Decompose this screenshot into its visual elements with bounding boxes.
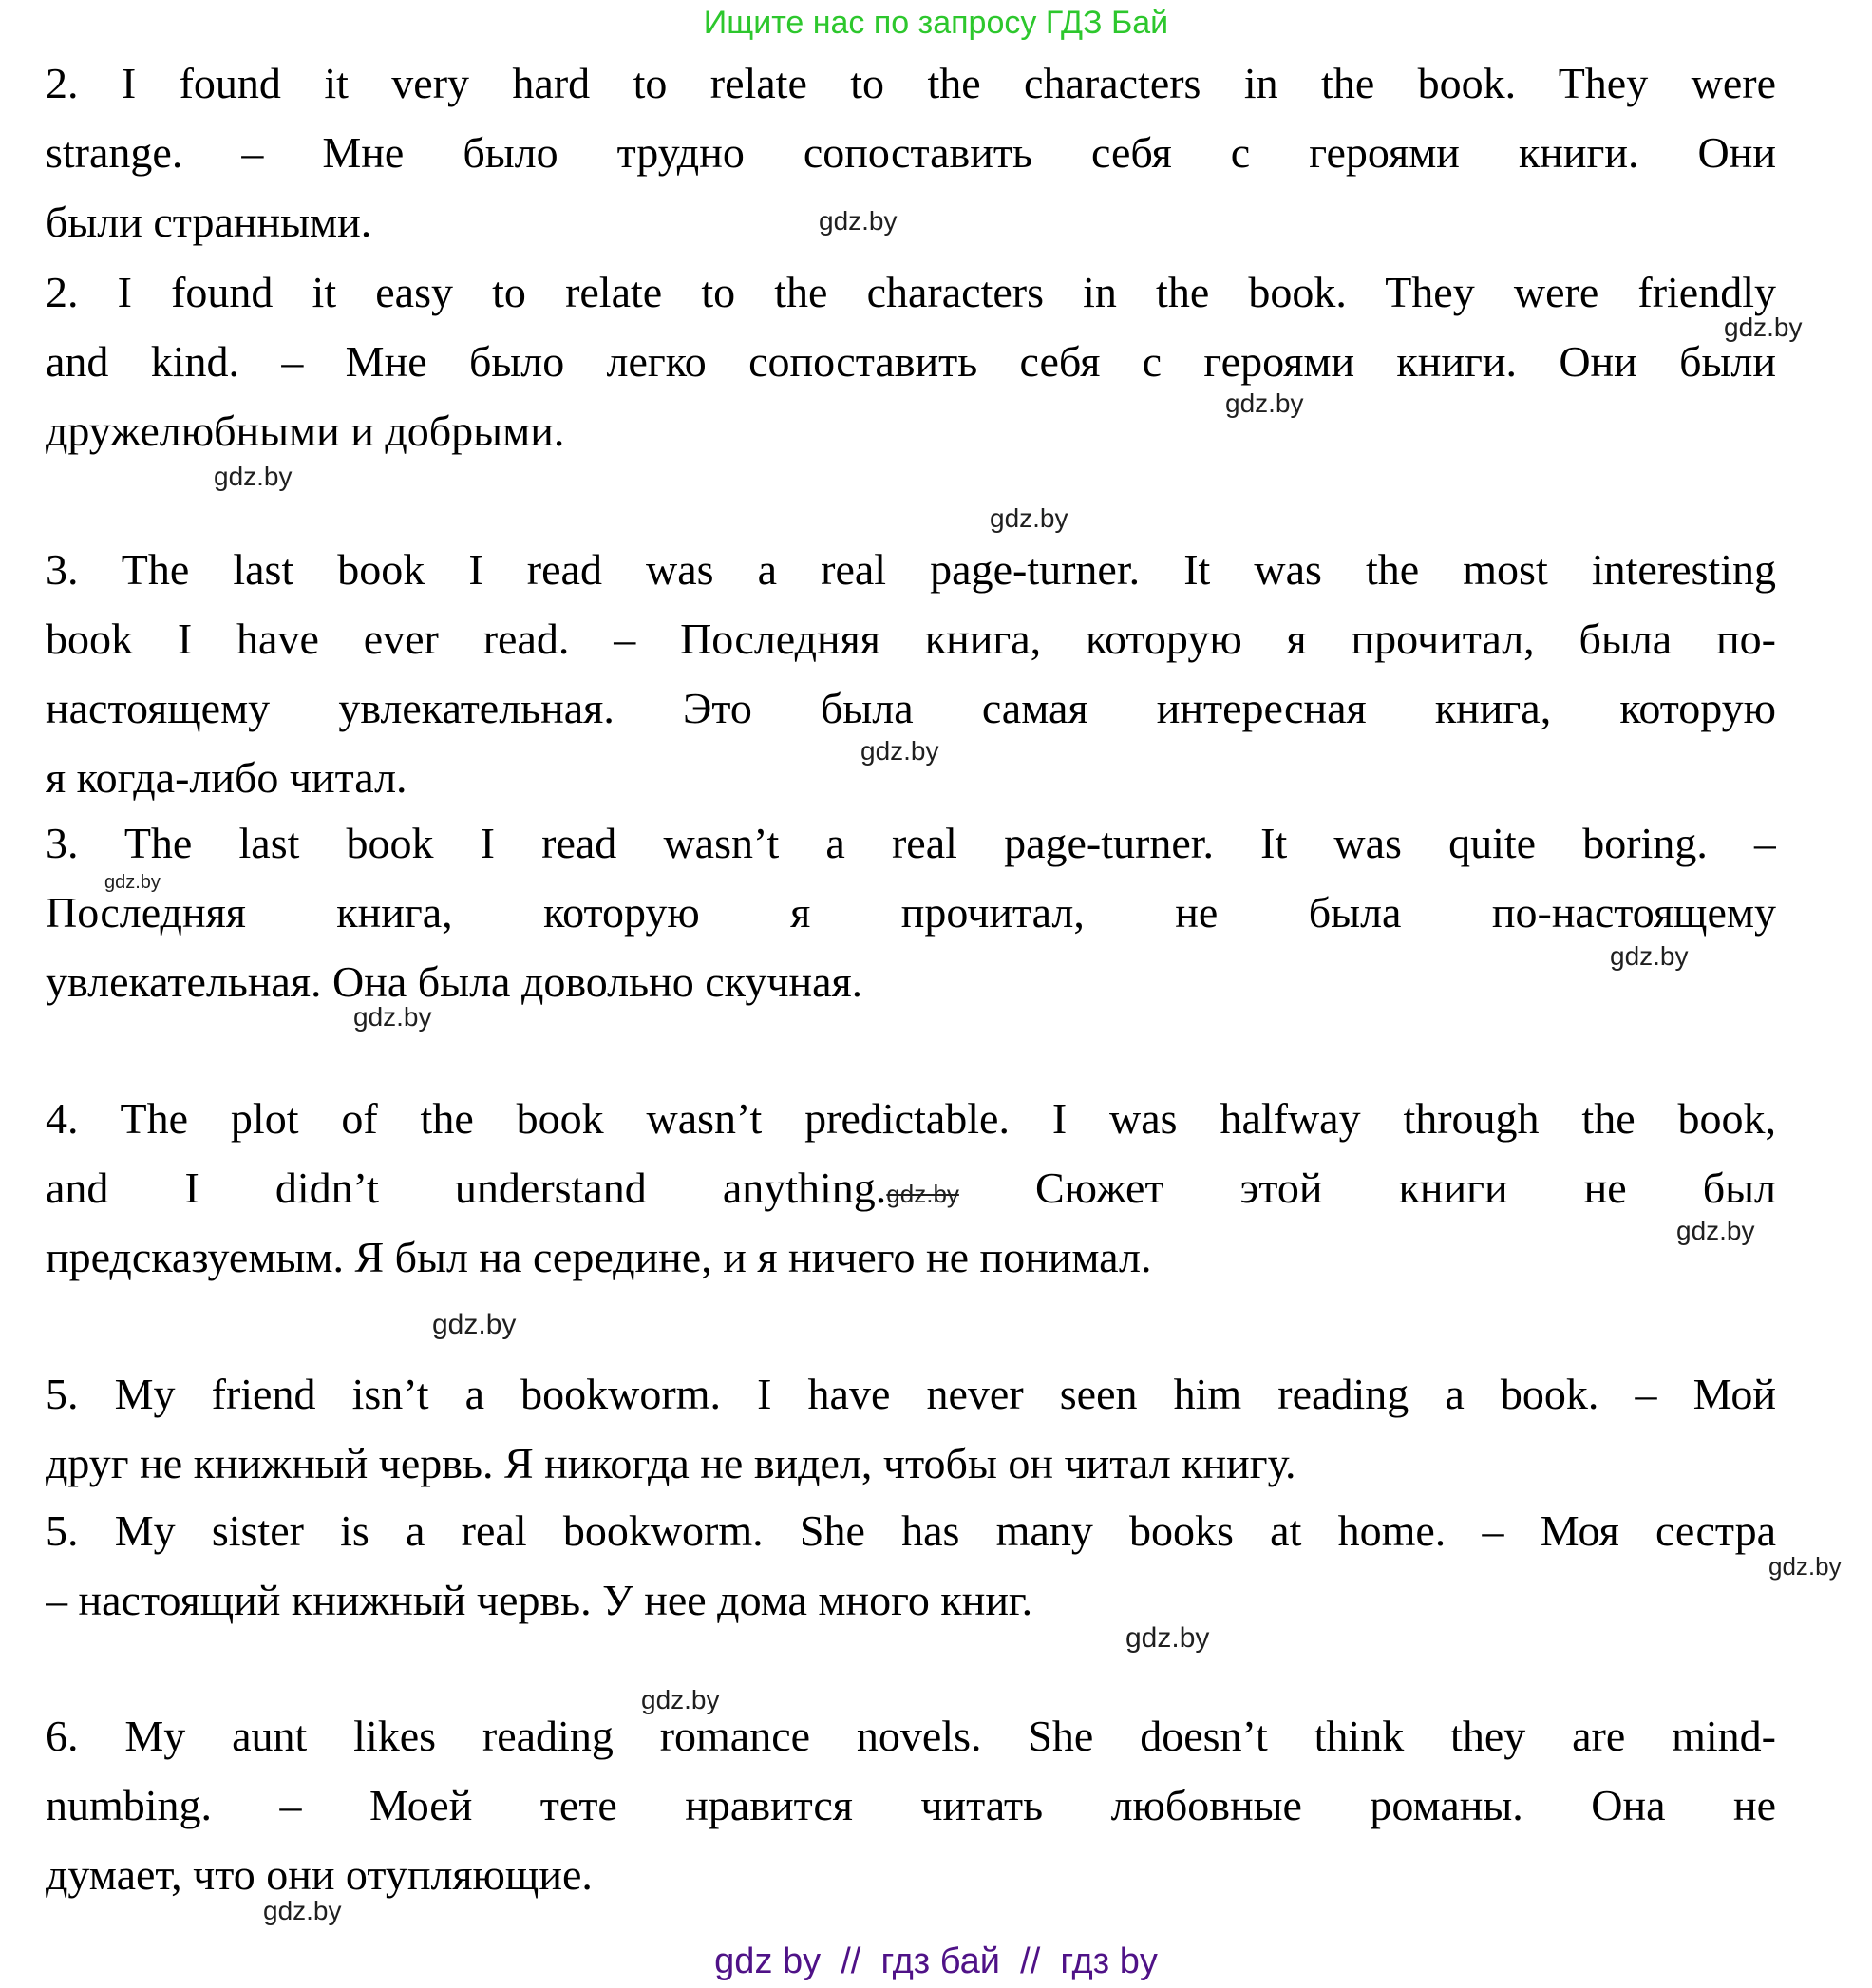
text-line: [46, 878, 1776, 947]
text-segment: настоящему увлекательная. Это была самая интересная книга, которую: [46, 684, 1776, 732]
text-segment: Сюжет этой книги не был: [958, 1164, 1776, 1212]
text-segment: 2. I found it easy to relate to the characters in the book. They were friendly: [46, 268, 1776, 316]
text-segment: 6. My aunt likes reading romance novels. She doesn’t think they are mind-: [46, 1712, 1776, 1760]
text-segment: and I didn’t understand anything.: [46, 1164, 887, 1212]
text-line: [46, 1222, 1776, 1292]
text-segment: я когда-либо читал.: [46, 753, 407, 802]
watermark: gdz.by: [641, 1685, 720, 1714]
watermark: gdz.by: [1125, 1622, 1210, 1654]
paragraph-2b: [46, 257, 1776, 465]
text-line: [46, 673, 1776, 743]
text-line: [46, 257, 1776, 327]
paragraph-3b: [46, 808, 1776, 1016]
watermark: gdz.by: [214, 462, 293, 491]
text-segment: были странными.: [46, 198, 372, 246]
text-line: [46, 187, 1776, 256]
text-line: [46, 604, 1776, 673]
text-segment: – настоящий книжный червь. У нее дома много книг.: [46, 1576, 1033, 1624]
paragraph-3a: [46, 535, 1776, 812]
watermark: gdz.by: [104, 872, 161, 893]
paragraph-5b: [46, 1496, 1776, 1635]
text-line: [46, 808, 1776, 878]
paragraph-2a: [46, 48, 1776, 256]
watermark: gdz.by: [1610, 941, 1689, 971]
text-line: [46, 535, 1776, 604]
watermark: gdz.by: [819, 206, 898, 236]
text-line: [46, 48, 1776, 118]
paragraph-4: [46, 1084, 1776, 1292]
text-line: [46, 118, 1776, 187]
text-segment: думает, что они отупляющие.: [46, 1850, 593, 1899]
text-line: [46, 1084, 1776, 1153]
text-segment: 3. The last book I read was a real page-turner. It was the most interesting: [46, 545, 1776, 594]
text-line: [46, 947, 1776, 1016]
text-line: [46, 1770, 1776, 1840]
text-line: [46, 396, 1776, 465]
inline-watermark: gdz.by: [886, 1180, 959, 1208]
text-segment: 4. The plot of the book wasn’t predictable. I was halfway through the book,: [46, 1094, 1776, 1143]
watermark: gdz.by: [860, 736, 939, 766]
text-line: [46, 327, 1776, 396]
watermark: gdz.by: [1724, 312, 1803, 342]
paragraph-6: [46, 1701, 1776, 1909]
text-line: [46, 1701, 1776, 1770]
watermark: gdz.by: [1768, 1552, 1842, 1581]
text-line: [46, 1153, 1776, 1222]
watermark: gdz.by: [432, 1309, 517, 1340]
text-line: [46, 1429, 1776, 1498]
footer-banner: gdz by // гдз бай // гдз by: [714, 1941, 1158, 1981]
text-line: [46, 1359, 1776, 1429]
text-segment: друг не книжный червь. Я никогда не видел, чтобы он читал книгу.: [46, 1439, 1296, 1487]
text-segment: предсказуемым. Я был на середине, и я ничего не понимал.: [46, 1233, 1152, 1281]
text-segment: book I have ever read. – Последняя книга, которую я прочитал, была по-: [46, 615, 1776, 663]
text-segment: Последняя книга, которую я прочитал, не была по-настоящему: [46, 888, 1776, 937]
text-segment: 2. I found it very hard to relate to the characters in the book. They were: [46, 59, 1776, 107]
text-segment: увлекательная. Она была довольно скучная.: [46, 957, 863, 1006]
text-segment: 5. My friend isn’t a bookworm. I have never seen him reading a book. – Мой: [46, 1370, 1776, 1418]
watermark: gdz.by: [353, 1002, 432, 1032]
text-line: [46, 1565, 1776, 1635]
text-segment: 5. My sister is a real bookworm. She has many books at home. – Моя сестра: [46, 1506, 1776, 1555]
watermark: gdz.by: [990, 503, 1068, 533]
text-segment: strange. – Мне было трудно сопоставить себя с героями книги. Они: [46, 128, 1776, 177]
text-segment: and kind. – Мне было легко сопоставить себя с героями книги. Они были: [46, 337, 1776, 386]
paragraph-5a: [46, 1359, 1776, 1498]
watermark: gdz.by: [1225, 388, 1304, 418]
text-segment: numbing. – Моей тете нравится читать любовные романы. Она не: [46, 1781, 1776, 1829]
text-line: [46, 1496, 1776, 1565]
text-segment: 3. The last book I read wasn’t a real page-turner. It was quite boring. –: [46, 819, 1776, 867]
watermark: gdz.by: [263, 1896, 342, 1925]
watermark: gdz.by: [1676, 1216, 1755, 1245]
text-segment: дружелюбными и добрыми.: [46, 407, 565, 455]
header-banner: Ищите нас по запросу ГДЗ Бай: [703, 5, 1169, 41]
